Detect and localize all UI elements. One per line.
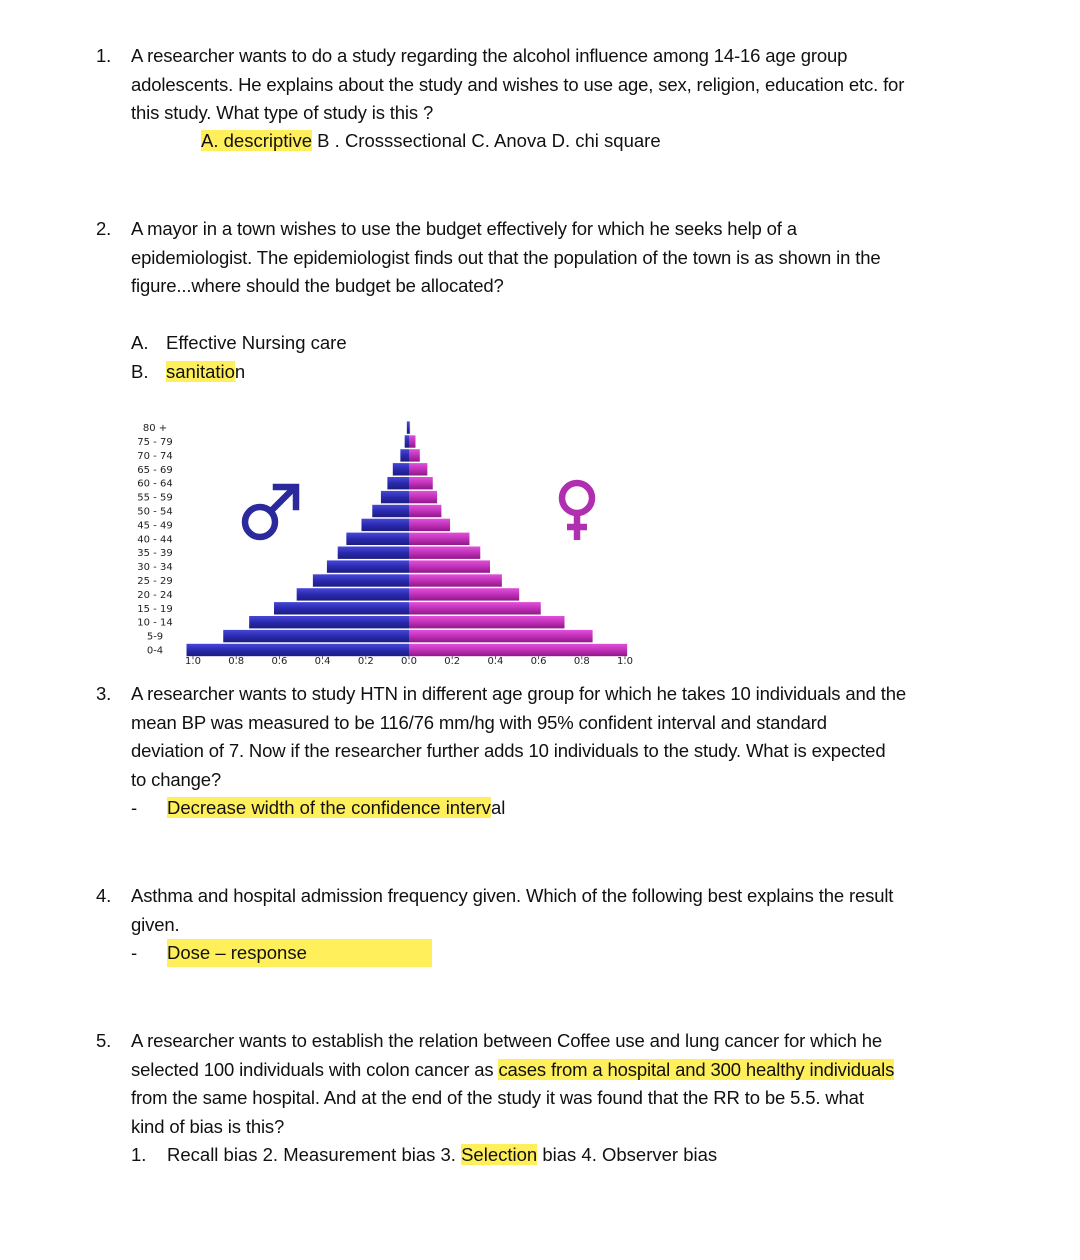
male-bar — [405, 435, 409, 447]
question-line: A researcher wants to establish the relation between Coffee use and lung cancer for which he — [131, 1030, 882, 1051]
age-group-label: 75 - 79 — [137, 437, 173, 448]
male-bar — [407, 421, 409, 433]
male-bar — [393, 463, 409, 475]
question-number: 4. — [96, 885, 112, 906]
question-line: Asthma and hospital admission frequency given. Which of the following best explains the result — [131, 885, 894, 906]
option-text — [166, 358, 245, 386]
bullet-dash: - — [131, 942, 138, 963]
q1-answer-options — [201, 127, 661, 155]
answer-text — [167, 794, 505, 822]
age-labels — [137, 423, 172, 656]
age-group-label: 0-4 — [146, 645, 164, 657]
question-text — [131, 1027, 991, 1141]
x-tick-label-left: 0.8 — [228, 656, 245, 667]
highlighted-answer: sanitatio — [166, 361, 235, 382]
age-group-label: 20 - 24 — [137, 589, 173, 601]
x-tick-label-right: 1.0 — [617, 656, 633, 667]
female-bar — [409, 477, 433, 489]
male-bar — [372, 505, 409, 517]
male-symbol-icon — [245, 487, 296, 537]
question-number: 3. — [96, 683, 112, 704]
q2-option-b — [131, 358, 246, 386]
female-bar — [409, 574, 502, 586]
question-line: epidemiologist. The epidemiologist finds out that the population of the town is as shown in the — [131, 246, 881, 268]
female-bar — [409, 630, 593, 642]
x-tick-label-left: 0.6 — [271, 656, 288, 667]
question-text — [131, 680, 991, 794]
question-line: this study. What type of study is this ? — [131, 102, 434, 123]
age-group-label: 45 - 49 — [137, 520, 173, 532]
age-group-label: 60 - 64 — [137, 478, 173, 490]
x-tick-label-right: 0.2 — [444, 656, 461, 667]
line-text: selected 100 individuals with colon cancer as — [131, 1058, 499, 1080]
question-line: A mayor in a town wishes to use the budget effectively for which he seeks help of a — [131, 218, 797, 239]
age-group-label: 80 + — [142, 423, 168, 435]
bullet-dash: - — [131, 797, 138, 818]
q3-answer — [131, 794, 506, 822]
x-tick-label-right: 0.8 — [573, 656, 590, 667]
male-bar — [249, 616, 409, 628]
male-bar — [274, 602, 409, 614]
age-group-label: 15 - 19 — [137, 603, 173, 615]
option-letter: A. — [131, 332, 149, 353]
age-group-label: 5-9 — [146, 631, 164, 643]
female-bar — [409, 449, 420, 461]
question-line: A researcher wants to do a study regarding the alcohol influence among 14-16 age group — [131, 45, 848, 66]
male-bar — [297, 588, 409, 600]
male-bar — [327, 560, 409, 572]
female-bar — [409, 644, 627, 656]
male-bar — [338, 547, 409, 559]
age-group-label: 35 - 39 — [137, 548, 173, 560]
q4-answer — [131, 939, 307, 967]
age-group-label: 25 - 29 — [137, 576, 173, 587]
question-line: given. — [131, 913, 180, 935]
option-text-rest: n — [234, 361, 246, 382]
highlighted-answer: Selection — [461, 1144, 538, 1165]
options-text — [167, 1141, 717, 1169]
question-number: 1. — [96, 45, 112, 66]
question-line: A researcher wants to study HTN in different age group for which he takes 10 individuals and the — [131, 683, 907, 704]
highlighted-answer: Dose – response — [167, 939, 432, 967]
female-bar — [409, 421, 410, 433]
male-bar — [361, 519, 409, 531]
age-group-label: 10 - 14 — [137, 617, 173, 629]
female-bar — [409, 533, 469, 545]
highlighted-answer: A. descriptive — [201, 130, 313, 151]
female-bar — [409, 519, 450, 531]
male-bar — [387, 477, 409, 489]
question-line — [131, 1056, 991, 1085]
question-line: to change? — [131, 768, 222, 790]
q2-option-a — [131, 329, 347, 357]
male-bar — [346, 533, 409, 545]
question-line: deviation of 7. Now if the researcher further adds 10 individuals to the study. What is expected — [131, 740, 886, 761]
x-tick-label-right: 0.6 — [530, 656, 547, 667]
bars — [187, 421, 628, 656]
male-bar — [187, 644, 409, 656]
question-line: from the same hospital. And at the end of the study it was found that the RR to be 5.5. what — [131, 1087, 864, 1108]
options-pre: Recall bias 2. Measurement bias 3. — [167, 1144, 462, 1165]
options-post: bias 4. Observer bias — [537, 1144, 718, 1165]
x-tick-label-left: 0.2 — [357, 656, 374, 667]
male-bar — [381, 491, 409, 503]
q5-answer-options — [131, 1141, 718, 1169]
male-bar — [400, 449, 409, 461]
male-bar — [223, 630, 409, 642]
question-text — [131, 882, 991, 939]
question-line: figure...where should the budget be allocated? — [131, 275, 504, 296]
option-letter: B. — [131, 361, 149, 382]
question-line: adolescents. He explains about the study and wishes to use age, sex, religion, education etc. for — [131, 73, 905, 95]
female-bar — [409, 616, 565, 628]
female-bar — [409, 588, 519, 600]
answer-rest: B . Crosssectional C. Anova D. chi square — [312, 130, 661, 151]
female-bar — [409, 547, 480, 559]
question-line: mean BP was measured to be 116/76 mm/hg with 95% confident interval and standard — [131, 711, 827, 733]
female-bar — [409, 435, 415, 447]
question-text — [131, 215, 991, 301]
female-bar — [409, 602, 541, 614]
population-pyramid-chart — [130, 412, 650, 674]
female-bar — [409, 491, 437, 503]
highlighted-text: cases from a hospital and 300 healthy individuals — [498, 1058, 895, 1080]
male-bar — [313, 574, 409, 586]
question-text — [131, 42, 991, 128]
female-bar — [409, 560, 490, 572]
x-tick-label-right: 0.4 — [487, 656, 504, 667]
age-group-label: 70 - 74 — [137, 450, 173, 462]
x-tick-labels — [185, 656, 633, 667]
age-group-label: 50 - 54 — [137, 506, 173, 518]
x-tick-label-left: 0.4 — [314, 656, 331, 667]
highlighted-answer: Decrease width of the confidence interv — [167, 797, 491, 818]
female-symbol-icon — [562, 483, 592, 540]
age-group-label: 40 - 44 — [137, 534, 173, 546]
female-bar — [409, 463, 427, 475]
option-number: 1. — [131, 1144, 147, 1165]
female-bar — [409, 505, 441, 517]
question-number: 5. — [96, 1030, 112, 1051]
question-number: 2. — [96, 218, 112, 239]
question-line: kind of bias is this? — [131, 1115, 285, 1137]
age-group-label: 55 - 59 — [137, 492, 173, 504]
age-group-label: 65 - 69 — [137, 464, 173, 476]
age-group-label: 30 - 34 — [137, 562, 173, 574]
option-text: Effective Nursing care — [166, 332, 347, 353]
answer-rest: al — [490, 797, 506, 818]
x-tick-label-left: 1.0 — [185, 656, 201, 667]
x-tick-label-center: 0.0 — [401, 656, 417, 667]
